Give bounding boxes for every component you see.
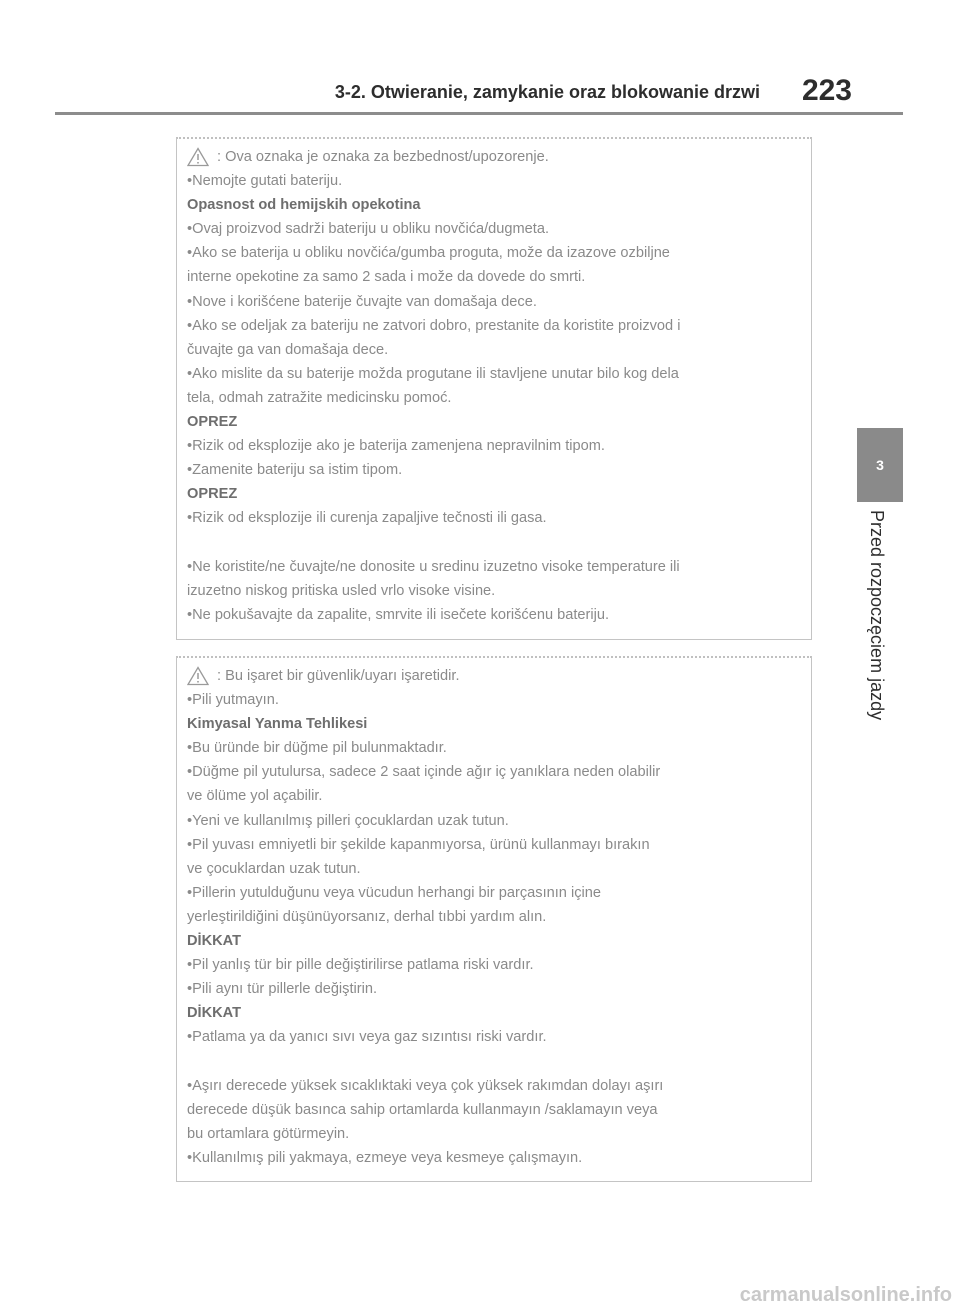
text-line: interne opekotine za samo 2 sada i može da dovede do smrti. [187, 269, 586, 286]
blank-line [187, 531, 801, 555]
text-line: tela, odmah zatražite medicinsku pomoć. [187, 389, 452, 406]
chapter-title: Przed rozpoczęciem jazdy [867, 510, 887, 721]
warning-box-turkish [176, 656, 812, 1182]
text-line: •Bu üründe bir düğme pil bulunmaktadır. [187, 740, 447, 757]
warning-triangle-icon [187, 147, 209, 167]
section-heading: DİKKAT [187, 1005, 242, 1022]
text-line: •Rizik od eksplozije ako je baterija zamenjena nepravilnim tipom. [187, 438, 605, 455]
text-line: •Rizik od eksplozije ili curenja zapaljive tečnosti ili gasa. [187, 510, 547, 527]
text-line: čuvajte ga van domašaja dece. [187, 341, 389, 358]
section-heading: Opasnost od hemijskih opekotina [187, 197, 421, 214]
text-line: •Yeni ve kullanılmış pilleri çocuklardan uzak tutun. [187, 812, 509, 829]
text-line: •Pillerin yutulduğunu veya vücudun herhangi bir parçasının içine [187, 884, 601, 901]
watermark: carmanualsonline.info [739, 1284, 952, 1306]
box-lines [187, 688, 801, 1170]
section-heading: DİKKAT [187, 933, 242, 950]
text-line: •Nemojte gutati bateriju. [187, 173, 343, 190]
text-line: bu ortamlara götürmeyin. [187, 1125, 350, 1142]
warning-symbol-text: : Ova oznaka je oznaka za bezbednost/upozorenje. [217, 149, 549, 165]
text-line: izuzetno niskog pritiska usled vrlo visoke visine. [187, 582, 496, 599]
text-line: •Ovaj proizvod sadrži bateriju u obliku novčića/dugmeta. [187, 221, 550, 238]
text-line: yerleştirildiğini düşünüyorsanız, derhal tıbbi yardım alın. [187, 908, 547, 925]
text-line: •Pili yutmayın. [187, 692, 279, 709]
box-lines [187, 169, 801, 627]
section-heading: OPREZ [187, 414, 238, 431]
text-line: •Nove i korišćene baterije čuvajte van domašaja dece. [187, 293, 537, 310]
chapter-number: 3 [876, 457, 884, 473]
text-line: •Ako mislite da su baterije možda progutane ili stavljene unutar bilo kog dela [187, 365, 679, 382]
header-divider [55, 112, 903, 115]
text-line: •Patlama ya da yanıcı sıvı veya gaz sızıntısı riski vardır. [187, 1029, 547, 1046]
warning-triangle-icon [187, 666, 209, 686]
text-line: •Pil yuvası emniyetli bir şekilde kapanmıyorsa, ürünü kullanmayı bırakın [187, 836, 650, 853]
text-line: •Pili aynı tür pillerle değiştirin. [187, 981, 378, 998]
text-line: •Ne pokušavajte da zapalite, smrvite ili isečete korišćenu bateriju. [187, 606, 610, 623]
warning-symbol-row [187, 664, 801, 688]
text-line: •Ne koristite/ne čuvajte/ne donosite u sredinu izuzetno visoke temperature ili [187, 558, 680, 575]
text-line: derecede düşük basınca sahip ortamlarda kullanmayın /saklamayın veya [187, 1101, 658, 1118]
text-line: ve çocuklardan uzak tutun. [187, 860, 361, 877]
text-line: •Düğme pil yutulursa, sadece 2 saat içinde ağır iç yanıklara neden olabilir [187, 764, 661, 781]
section-title: 3-2. Otwieranie, zamykanie oraz blokowanie drzwi [334, 82, 760, 102]
chapter-tab [857, 428, 903, 502]
warning-box-serbian [176, 137, 812, 640]
warning-symbol-row [187, 145, 801, 169]
text-line: •Zamenite bateriju sa istim tipom. [187, 462, 403, 479]
blank-line [187, 1050, 801, 1074]
text-line: ve ölüme yol açabilir. [187, 788, 323, 805]
section-heading: OPREZ [187, 486, 238, 503]
warning-symbol-text: : Bu işaret bir güvenlik/uyarı işaretidir. [217, 668, 460, 684]
text-line: •Pil yanlış tür bir pille değiştirilirse patlama riski vardır. [187, 957, 534, 974]
text-line: •Kullanılmış pili yakmaya, ezmeye veya kesmeye çalışmayın. [187, 1149, 583, 1166]
section-heading: Kimyasal Yanma Tehlikesi [187, 716, 368, 733]
text-line: •Ako se baterija u obliku novčića/gumba proguta, može da izazove ozbiljne [187, 245, 670, 262]
page-number: 223 [801, 74, 852, 107]
text-line: •Ako se odeljak za bateriju ne zatvori dobro, prestanite da koristite proizvod i [187, 317, 681, 334]
text-line: •Aşırı derecede yüksek sıcaklıktaki veya çok yüksek rakımdan dolayı aşırı [187, 1077, 664, 1094]
